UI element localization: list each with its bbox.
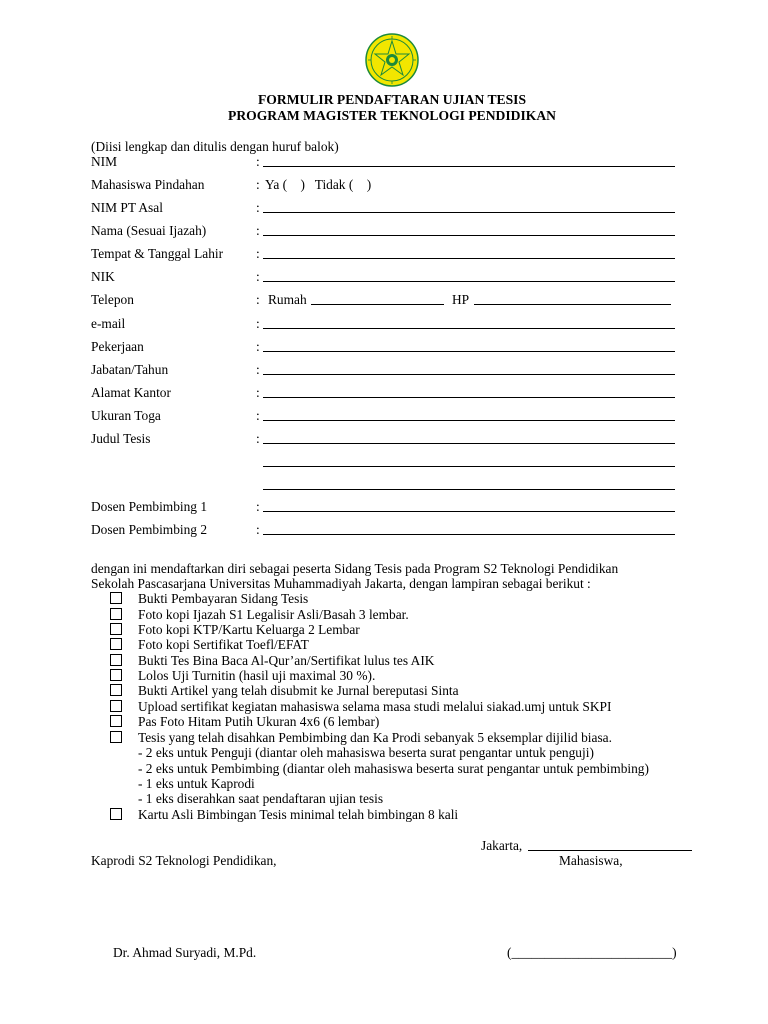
kaprodi-name: Dr. Ahmad Suryadi, M.Pd. <box>113 945 257 960</box>
field-judul-tesis-3[interactable] <box>263 489 675 490</box>
pindahan-options[interactable]: Ya ( ) Tidak ( ) <box>265 177 372 192</box>
distribution-item: - 2 eks untuk Pembimbing (diantar oleh mahasiswa beserta surat pengantar untuk pembimbing) <box>138 761 649 776</box>
checkbox[interactable] <box>110 638 122 650</box>
checkbox[interactable] <box>110 623 122 635</box>
field-ukuran-toga[interactable] <box>263 420 675 421</box>
field-jabatan[interactable] <box>263 374 675 375</box>
signature-place: Jakarta, <box>481 838 523 853</box>
colon: : <box>256 339 260 354</box>
checkbox[interactable] <box>110 592 122 604</box>
colon: : <box>256 292 260 307</box>
field-alamat-kantor[interactable] <box>263 397 675 398</box>
colon: : <box>256 522 260 537</box>
colon: : <box>256 200 260 215</box>
checkbox[interactable] <box>110 684 122 696</box>
colon: : <box>256 316 260 331</box>
label-nik: NIK <box>91 269 115 284</box>
mahasiswa-signature[interactable]: (________________________) <box>507 945 677 960</box>
field-email[interactable] <box>263 328 675 329</box>
checklist-item: Upload sertifikat kegiatan mahasiswa selama masa studi melalui siakad.umj untuk SKPI <box>138 699 612 714</box>
label-telepon: Telepon <box>91 292 134 307</box>
colon: : <box>256 431 260 446</box>
program-title: PROGRAM MAGISTER TEKNOLOGI PENDIDIKAN <box>228 108 556 123</box>
field-nim-pt-asal[interactable] <box>263 212 675 213</box>
field-dosen-1[interactable] <box>263 511 675 512</box>
label-nama: Nama (Sesuai Ijazah) <box>91 223 207 238</box>
label-judul-tesis: Judul Tesis <box>91 431 151 446</box>
form-title: FORMULIR PENDAFTARAN UJIAN TESIS <box>258 92 526 107</box>
instruction: (Diisi lengkap dan ditulis dengan huruf balok) <box>91 139 339 154</box>
label-pindahan: Mahasiswa Pindahan <box>91 177 205 192</box>
label-dosen-2: Dosen Pembimbing 2 <box>91 522 208 537</box>
checklist-item: Foto kopi Ijazah S1 Legalisir Asli/Basah 3 lembar. <box>138 607 409 622</box>
field-nim[interactable] <box>263 166 675 167</box>
statement-line-1: dengan ini mendaftarkan diri sebagai peserta Sidang Tesis pada Program S2 Teknologi Pendidikan <box>91 561 619 576</box>
checkbox[interactable] <box>110 608 122 620</box>
colon: : <box>256 154 260 169</box>
checkbox[interactable] <box>110 808 122 820</box>
field-ttl[interactable] <box>263 258 675 259</box>
label-dosen-1: Dosen Pembimbing 1 <box>91 499 208 514</box>
checklist-item: Bukti Artikel yang telah disubmit ke Jurnal bereputasi Sinta <box>138 683 459 698</box>
colon: : <box>256 385 260 400</box>
checklist-item: Kartu Asli Bimbingan Tesis minimal telah bimbingan 8 kali <box>138 807 459 822</box>
field-telepon-rumah[interactable] <box>311 304 444 305</box>
checkbox[interactable] <box>110 731 122 743</box>
label-pekerjaan: Pekerjaan <box>91 339 144 354</box>
checkbox[interactable] <box>110 654 122 666</box>
mahasiswa-label: Mahasiswa, <box>559 853 623 868</box>
colon: : <box>256 408 260 423</box>
checklist-item: Foto kopi Sertifikat Toefl/EFAT <box>138 637 309 652</box>
checklist-item: Bukti Pembayaran Sidang Tesis <box>138 591 309 606</box>
label-ukuran-toga: Ukuran Toga <box>91 408 161 423</box>
field-telepon-hp[interactable] <box>474 304 671 305</box>
checklist-item: Bukti Tes Bina Baca Al-Qur’an/Sertifikat lulus tes AIK <box>138 653 435 668</box>
checklist-item: Tesis yang telah disahkan Pembimbing dan Ka Prodi sebanyak 5 eksemplar dijilid biasa. <box>138 730 612 745</box>
field-date[interactable] <box>528 850 692 851</box>
label-alamat-kantor: Alamat Kantor <box>91 385 171 400</box>
kaprodi-label: Kaprodi S2 Teknologi Pendidikan, <box>91 853 277 868</box>
checklist-item: Pas Foto Hitam Putih Ukuran 4x6 (6 lembar) <box>138 714 380 729</box>
colon: : <box>256 223 260 238</box>
label-jabatan: Jabatan/Tahun <box>91 362 169 377</box>
field-judul-tesis-2[interactable] <box>263 466 675 467</box>
label-nim-pt-asal: NIM PT Asal <box>91 200 163 215</box>
field-judul-tesis-1[interactable] <box>263 443 675 444</box>
checkbox[interactable] <box>110 715 122 727</box>
colon: : <box>256 362 260 377</box>
distribution-item: - 1 eks diserahkan saat pendaftaran ujian tesis <box>138 791 384 806</box>
label-rumah: Rumah <box>268 292 307 307</box>
label-hp: HP <box>452 292 470 307</box>
field-pekerjaan[interactable] <box>263 351 675 352</box>
colon: : <box>256 269 260 284</box>
checklist-item: Lolos Uji Turnitin (hasil uji maximal 30 %). <box>138 668 376 683</box>
colon: : <box>256 499 260 514</box>
label-nim: NIM <box>91 154 118 169</box>
colon: : <box>256 246 260 261</box>
field-nama[interactable] <box>263 235 675 236</box>
label-email: e-mail <box>91 316 126 331</box>
colon: : <box>256 177 260 192</box>
checklist-item: Foto kopi KTP/Kartu Keluarga 2 Lembar <box>138 622 360 637</box>
statement-line-2: Sekolah Pascasarjana Universitas Muhammadiyah Jakarta, dengan lampiran sebagai berikut : <box>91 576 591 591</box>
distribution-item: - 1 eks untuk Kaprodi <box>138 776 255 791</box>
field-nik[interactable] <box>263 281 675 282</box>
field-dosen-2[interactable] <box>263 534 675 535</box>
distribution-item: - 2 eks untuk Penguji (diantar oleh mahasiswa beserta surat pengantar untuk penguji) <box>138 745 594 760</box>
checkbox[interactable] <box>110 700 122 712</box>
checkbox[interactable] <box>110 669 122 681</box>
label-ttl: Tempat & Tanggal Lahir <box>91 246 224 261</box>
university-logo <box>359 32 425 88</box>
